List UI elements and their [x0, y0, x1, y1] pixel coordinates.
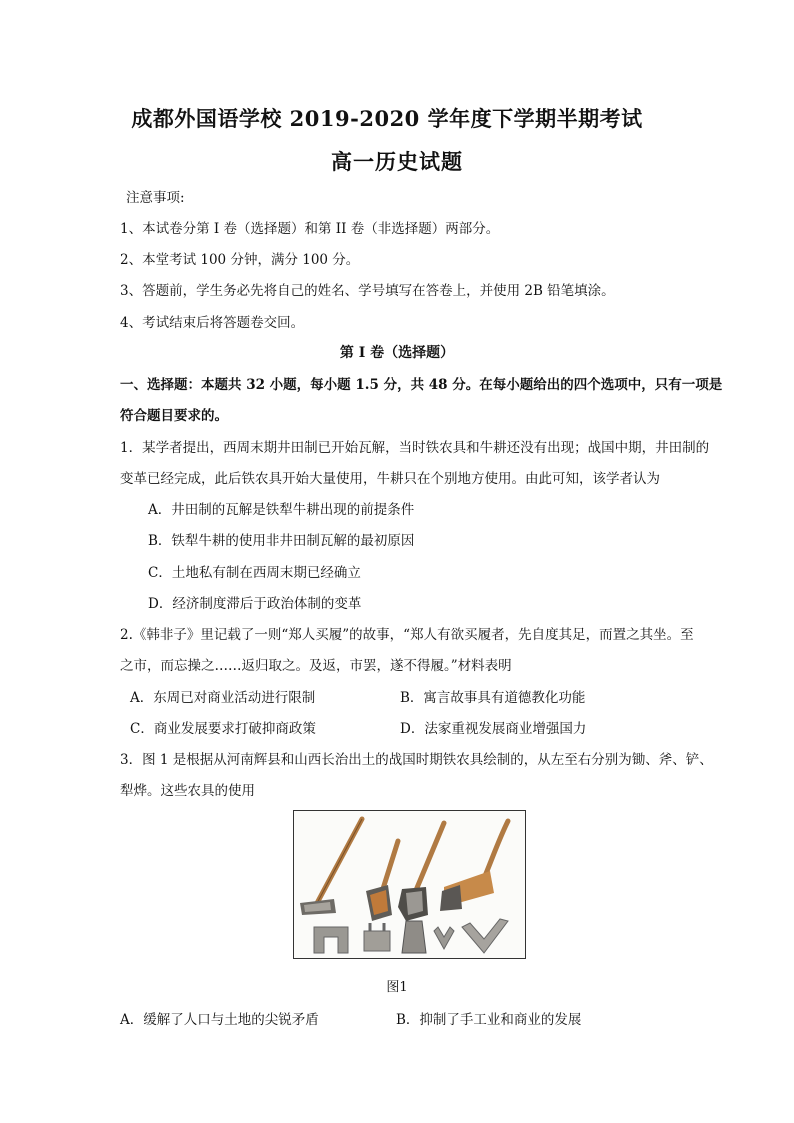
- question-3-stem: 犁烨。这些农具的使用: [120, 783, 255, 799]
- note-item: 4、考试结束后将答题卷交回。: [120, 315, 305, 331]
- question-1-stem: 1．某学者提出，西周末期井田制已开始瓦解，当时铁农具和牛耕还没有出现；战国中期，井田制的: [120, 440, 710, 456]
- axe-icon: [366, 841, 398, 921]
- q1-option-c: C．土地私有制在西周末期已经确立: [148, 565, 361, 581]
- question-2-stem: 2.《韩非子》里记载了一则“郑人买履”的故事，“郑人有欲买履者，先自度其足，而置之其坐。至: [120, 627, 694, 643]
- q1-option-a: A．井田制的瓦解是铁犁牛耕出现的前提条件: [148, 502, 415, 518]
- question-1-stem: 变革已经完成，此后铁农具开始大量使用，牛耕只在个别地方使用。由此可知，该学者认为: [120, 471, 660, 487]
- spade-icon: [398, 823, 444, 921]
- figure-1-caption: 图1: [386, 980, 408, 995]
- q2-option-c: C．商业发展要求打破抑商政策: [130, 721, 316, 737]
- q3-option-a: A．缓解了人口与土地的尖锐矛盾: [120, 1012, 319, 1028]
- section-instruction: 符合题目要求的。: [120, 408, 228, 424]
- iron-tools-illustration: [294, 811, 525, 958]
- q1-option-b: B．铁犁牛耕的使用非井田制瓦解的最初原因: [148, 533, 415, 549]
- iron-heads-row: [314, 919, 508, 953]
- figure-1-iron-tools: [293, 810, 526, 959]
- plough-icon: [440, 821, 508, 911]
- q1-option-d: D．经济制度滞后于政治体制的变革: [148, 596, 362, 612]
- note-item: 2、本堂考试 100 分钟，满分 100 分。: [120, 252, 360, 268]
- question-3-stem: 3．图 1 是根据从河南辉县和山西长治出土的战国时期铁农具绘制的，从左至右分别为锄、斧、铲、: [120, 752, 713, 768]
- q3-option-b: B．抑制了手工业和商业的发展: [396, 1012, 582, 1028]
- hoe-icon: [300, 819, 362, 915]
- question-2-stem: 之市，而忘操之……返归取之。及返，市罢，遂不得履。”材料表明: [120, 658, 512, 674]
- section-title: 第 I 卷（选择题）: [339, 345, 455, 361]
- exam-subtitle: 高一历史试题: [331, 149, 463, 174]
- section-instruction: 一、选择题：本题共 32 小题，每小题 1.5 分，共 48 分。在每小题给出的四个选项中，只有一项是: [120, 377, 723, 393]
- note-item: 3、答题前，学生务必先将自己的姓名、学号填写在答卷上，并使用 2B 铅笔填涂。: [120, 283, 615, 299]
- exam-title: 成都外国语学校 2019-2020 学年度下学期半期考试: [131, 106, 643, 131]
- q2-option-d: D．法家重视发展商业增强国力: [400, 721, 587, 737]
- note-item: 1、本试卷分第 I 卷（选择题）和第 II 卷（非选择题）两部分。: [120, 221, 500, 237]
- notes-heading: 注意事项:: [126, 190, 185, 206]
- q2-option-b: B．寓言故事具有道德教化功能: [400, 690, 586, 706]
- q2-option-a: A．东周已对商业活动进行限制: [130, 690, 316, 706]
